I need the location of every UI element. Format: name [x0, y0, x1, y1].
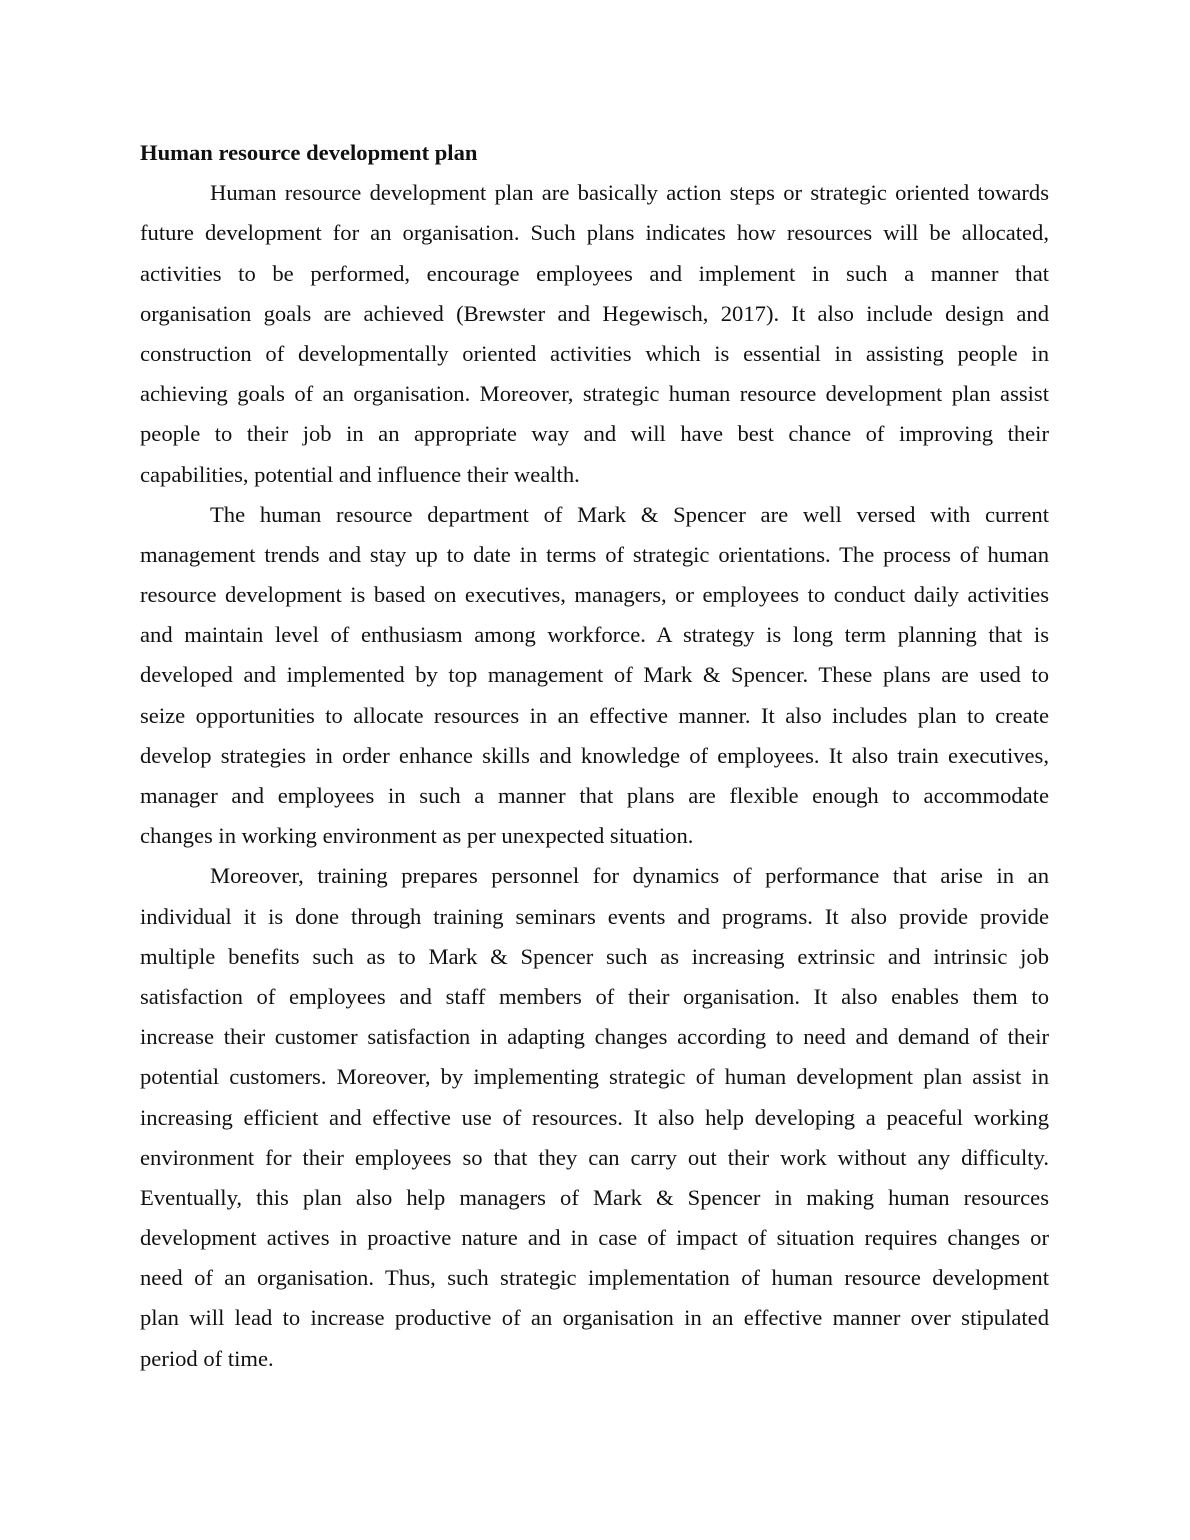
paragraph-line: construction of developmentally oriented activities which is essential in assisting people in — [140, 340, 1049, 366]
paragraph-line: need of an organisation. Thus, such strategic implementation of human resource development — [140, 1265, 1049, 1291]
paragraph-line: management trends and stay up to date in terms of strategic orientations. The process of human — [140, 541, 1049, 567]
paragraph-line: multiple benefits such as to Mark & Spencer such as increasing extrinsic and intrinsic job — [140, 943, 1049, 969]
paragraph-line: increase their customer satisfaction in adapting changes according to need and demand of their — [140, 1024, 1049, 1050]
paragraph-line: individual it is done through training seminars events and programs. It also provide provide — [140, 903, 1049, 929]
paragraph-line: resource development is based on executives, managers, or employees to conduct daily activities — [140, 582, 1049, 608]
paragraph-line: increasing efficient and effective use of resources. It also help developing a peaceful working — [140, 1104, 1049, 1130]
paragraph-line: develop strategies in order enhance skills and knowledge of employees. It also train executives, — [140, 742, 1049, 768]
paragraph-line: people to their job in an appropriate way and will have best chance of improving their — [140, 421, 1049, 447]
paragraph-line: activities to be performed, encourage employees and implement in such a manner that — [140, 260, 1049, 286]
paragraph-line: manager and employees in such a manner that plans are flexible enough to accommodate — [140, 783, 1049, 808]
paragraph — [140, 173, 1049, 495]
paragraph-line: development actives in proactive nature and in case of impact of situation requires changes or — [140, 1225, 1049, 1251]
paragraph-line: plan will lead to increase productive of an organisation in an effective manner over stipulated — [140, 1305, 1049, 1331]
section-heading: Human resource development plan — [140, 140, 478, 165]
paragraph-line: period of time. — [140, 1345, 274, 1371]
paragraph-line: potential customers. Moreover, by implementing strategic of human development plan assist in — [140, 1064, 1049, 1090]
paragraph-line: Human resource development plan are basically action steps or strategic oriented towards — [210, 180, 1049, 206]
paragraph-line: organisation goals are achieved (Brewster and Hegewisch, 2017). It also include design and — [140, 300, 1049, 326]
paragraph-line: achieving goals of an organisation. Moreover, strategic human resource development plan assist — [140, 381, 1049, 407]
paragraph-line: Moreover, training prepares personnel for dynamics of performance that arise in an — [210, 863, 1049, 889]
paragraph-line: and maintain level of enthusiasm among workforce. A strategy is long term planning that is — [140, 622, 1049, 648]
paragraph-line: changes in working environment as per unexpected situation. — [140, 823, 694, 849]
paragraph-line: future development for an organisation. Such plans indicates how resources will be allocated, — [140, 220, 1049, 246]
paragraph-line: seize opportunities to allocate resources in an effective manner. It also includes plan to create — [140, 702, 1049, 728]
paragraph — [140, 495, 1049, 857]
paragraph-line: satisfaction of employees and staff members of their organisation. It also enables them to — [140, 983, 1049, 1009]
paragraph-line: The human resource department of Mark & Spencer are well versed with current — [210, 501, 1049, 527]
paragraph-line: environment for their employees so that they can carry out their work without any difficulty. — [140, 1144, 1049, 1170]
paragraph-line: capabilities, potential and influence their wealth. — [140, 461, 580, 487]
paragraph-line: developed and implemented by top management of Mark & Spencer. These plans are used to — [140, 662, 1049, 688]
document-body — [140, 173, 1049, 1379]
document-page — [140, 133, 1049, 1379]
paragraph-line: Eventually, this plan also help managers of Mark & Spencer in making human resources — [140, 1184, 1049, 1210]
paragraph — [140, 856, 1049, 1378]
